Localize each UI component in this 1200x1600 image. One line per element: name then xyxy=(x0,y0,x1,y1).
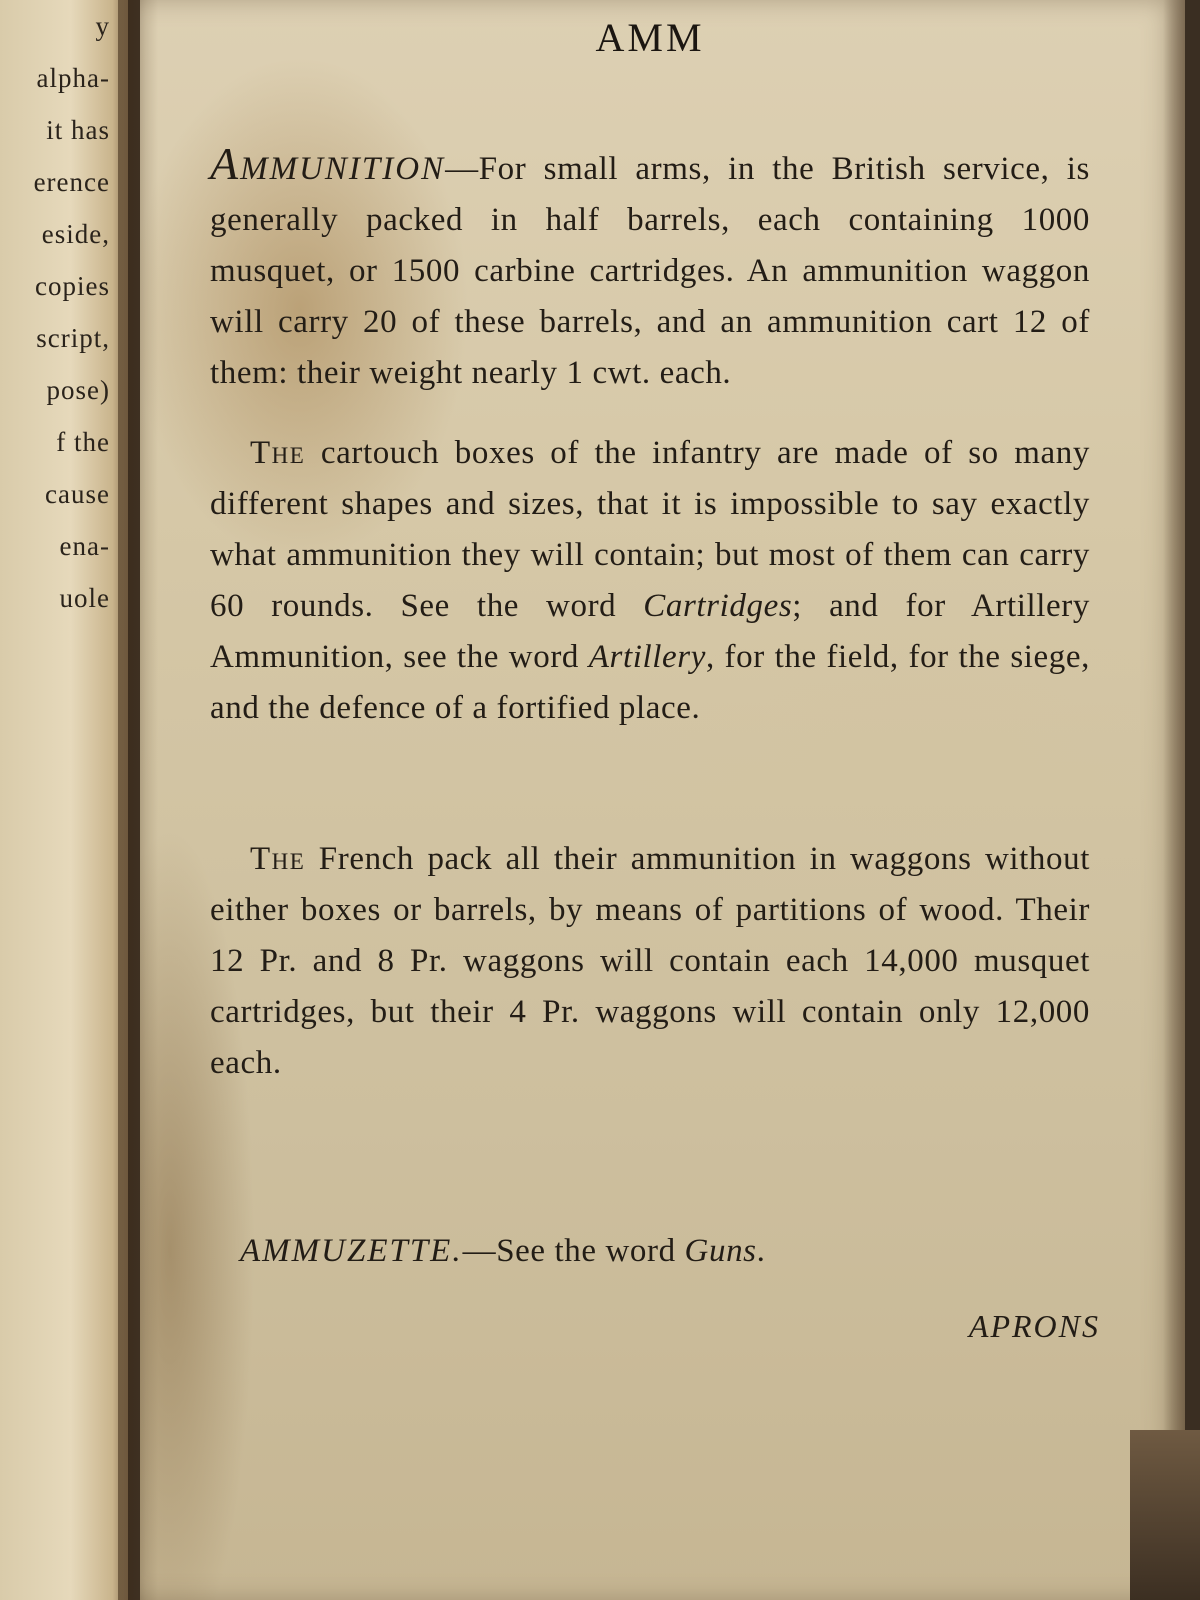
entry-ammunition-paragraph-2 xyxy=(210,428,1090,734)
facing-page xyxy=(0,0,128,1600)
paragraph-text: French pack all their ammunition in waggons without either boxes or barrels, by means of partitions of wood. Their 12 Pr. and 8 Pr. waggons will contain each 14,000 musquet cartridges, but their 4 Pr. waggons will contain only 12,000 each. xyxy=(210,841,1090,1081)
paragraph-text: cartouch boxes of the infantry are made of so many different shapes and sizes, that it is impossible to say exactly what ammunition they will contain; but most of them can carry 60 rounds. See the word xyxy=(210,435,1090,624)
running-head: AMM xyxy=(595,15,705,60)
page-corner-shadow xyxy=(1130,1430,1200,1600)
catchword: APRONS xyxy=(968,1308,1100,1344)
facing-page-line: alpha- xyxy=(36,63,110,93)
entry-text-end: . xyxy=(756,1233,766,1269)
cross-reference: Artillery xyxy=(588,639,706,675)
facing-page-line: y xyxy=(95,11,110,41)
facing-page-line: erence xyxy=(33,167,110,197)
facing-page-line: cause xyxy=(45,479,110,509)
facing-page-text xyxy=(0,0,110,624)
paragraph-text: , for the field, for the siege, and the defence of a fortified place. xyxy=(210,639,1090,726)
book-page xyxy=(140,0,1185,1600)
facing-page-line: ena- xyxy=(59,531,110,561)
paragraph-lead-word: The xyxy=(250,841,306,877)
entry-ammuzette xyxy=(240,1226,1090,1277)
facing-page-line: script, xyxy=(36,323,110,353)
headword-rest: MMUNITION xyxy=(240,151,446,187)
page-edge-shadow xyxy=(1163,0,1185,1600)
facing-page-line: pose) xyxy=(46,375,110,405)
facing-page-line: f the xyxy=(56,427,110,457)
paragraph-lead-word: The xyxy=(250,435,306,471)
paragraph-text: —For small arms, in the British service, is generally packed in half barrels, each containing 1000 musquet, or 1500 carbine cartridges. An ammunition waggon will carry 20 of these barrels, and an ammunition cart 12 of them: their weight nearly 1 cwt. each. xyxy=(210,151,1090,391)
facing-page-line: eside, xyxy=(41,219,110,249)
entry-text: —See the word xyxy=(462,1233,685,1269)
entry-headword: AMMUZETTE. xyxy=(240,1233,463,1269)
cross-reference: Cartridges xyxy=(643,588,793,624)
entry-ammunition-paragraph-3 xyxy=(210,834,1090,1089)
book-gutter-shadow xyxy=(118,0,158,1600)
facing-page-line: copies xyxy=(35,271,110,301)
entry-ammunition-paragraph-1 xyxy=(210,138,1090,399)
paragraph-text: ; and for Artillery Ammunition, see the word xyxy=(210,588,1090,675)
headword-initial: A xyxy=(210,138,241,189)
facing-page-line: uole xyxy=(59,583,110,613)
cross-reference: Guns xyxy=(684,1233,757,1269)
entry-headword xyxy=(210,138,446,189)
facing-page-line: it has xyxy=(46,115,110,145)
